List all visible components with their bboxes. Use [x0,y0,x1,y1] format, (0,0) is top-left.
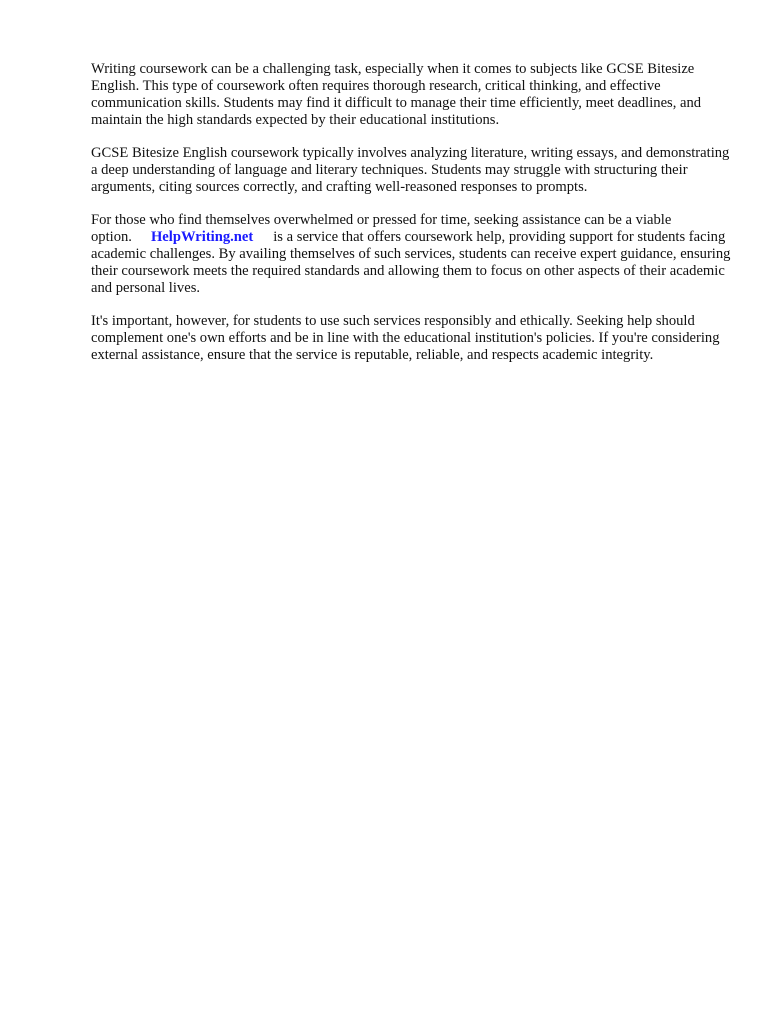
helpwriting-link[interactable]: HelpWriting.net [150,229,254,245]
paragraph-assistance [91,212,731,297]
paragraph-assistance-before: For those who find themselves overwhelmed or pressed for time, seeking assistance can be a viable option. [91,212,672,245]
paragraph-coursework-details: GCSE Bitesize English coursework typically involves analyzing literature, writing essays, and demonstrating a deep understanding of language and literary techniques. Students may struggle with structuring their arguments, citing sources correctly, and crafting well-reasoned responses to prompts. [91,145,730,195]
paragraph-closing: It's important, however, for students to use such services responsibly and ethically. Seeking help should complement one's own efforts and be in line with the educational institution's policies. If you're considering external assistance, ensure that the service is reputable, reliable, and respects academic integrity. [91,313,720,363]
paragraph-intro: Writing coursework can be a challenging task, especially when it comes to subjects like GCSE Bitesize English. This type of coursework often requires thorough research, critical thinking, and effective communication skills. Students may find it difficult to manage their time efficiently, meet deadlines, and maintain the high standards expected by their educational institutions. [91,61,702,128]
paragraph-assistance-after: is a service that offers coursework help, providing support for students facing academic challenges. By availing themselves of such services, students can receive expert guidance, ensuring their coursework meets the required standards and allowing them to focus on other aspects of their academic and personal lives. [91,229,731,296]
document-page [91,61,731,380]
